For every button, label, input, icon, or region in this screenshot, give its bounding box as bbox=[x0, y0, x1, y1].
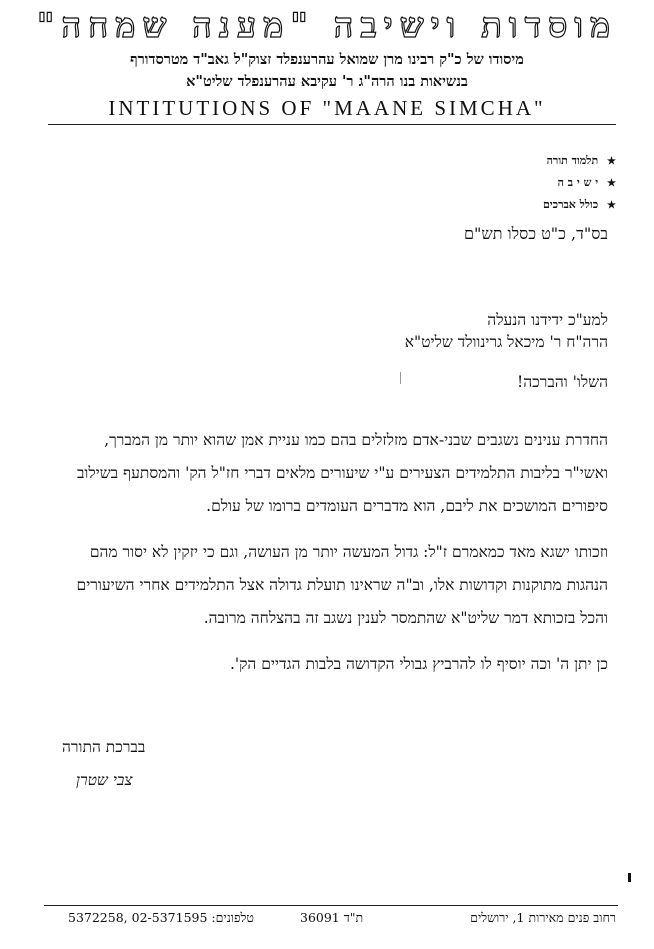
department-label: כולל אברכים bbox=[542, 198, 599, 211]
star-icon: ★ bbox=[607, 178, 616, 189]
footer-po-box: ת"ד 36091 bbox=[300, 910, 364, 925]
footer-phones-numbers: 02-5371595 ,5372258 bbox=[68, 910, 208, 925]
paragraph-1 bbox=[40, 424, 608, 523]
paragraph-3 bbox=[40, 648, 608, 681]
paragraph-line: סיפורים המושכים את ליבם, הוא מדברים העומדים ברומו של עולם. bbox=[206, 497, 608, 515]
letter-date: בס"ד, כ"ט כסלו תש"ם bbox=[464, 224, 608, 243]
paragraph-line: החדרת ענינים נשגבים שבני-אדם מזלזלים בהם כמו עניית אמן שהוא יותר מן המברך, bbox=[104, 431, 608, 449]
footer-phones bbox=[68, 910, 254, 926]
paragraph-line: כן יתן ה' וכה יוסיף לו להרביץ גבולי הקדושה בלבות הגדיים הק'. bbox=[229, 655, 608, 673]
letterhead-founder-line: מיסודו של כ"ק רבינו מרן שמואל עהרענפלד זצוק"ל גאב"ד מטרסדורף bbox=[130, 51, 524, 68]
greeting: השלו' והברכה! bbox=[517, 373, 608, 391]
star-icon: ★ bbox=[607, 200, 616, 211]
paragraph-line: הנהגות מתוקנות וקדושות אלו, וב"ה שראינו תועלת גדולה אצל התלמידים אחרי השיעורים bbox=[76, 576, 608, 594]
letterhead-presidency-line: בנשיאות בנו הרה"ג ר' עקיבא עהרענפלד שליט"א bbox=[186, 73, 468, 90]
recipient-line-1: למע"כ ידידנו הנעלה bbox=[487, 311, 608, 329]
department-label: תלמוד תורה bbox=[546, 154, 599, 167]
paragraph-line: והכל בזכותא דמר שליט"א שהתמסר לענין נשגב זה בהצלחה מרובה. bbox=[203, 609, 608, 627]
department-label: י ש י ב ה bbox=[557, 176, 599, 189]
signature: צבי שטרן bbox=[76, 771, 133, 789]
department-item bbox=[436, 194, 616, 216]
star-icon: ★ bbox=[607, 156, 616, 167]
scan-mark bbox=[628, 873, 631, 882]
footer-address: רחוב פנים מאירות 1, ירושלים bbox=[470, 910, 616, 925]
department-item bbox=[436, 172, 616, 194]
letterhead-divider bbox=[48, 124, 616, 125]
letterhead-title: מוסדות וישיבה "מענה שמחה" bbox=[36, 6, 618, 46]
departments-list bbox=[436, 150, 616, 216]
department-item bbox=[436, 150, 616, 172]
footer-divider bbox=[44, 905, 618, 906]
scan-mark bbox=[400, 372, 401, 384]
paragraph-2 bbox=[40, 536, 608, 635]
letterhead-english-title: INTITUTIONS OF "MAANE SIMCHA" bbox=[108, 96, 546, 120]
recipient-line-2: הרה"ח ר' מיכאל גרינוולד שליט"א bbox=[404, 333, 608, 351]
footer-phones-label: טלפונים: bbox=[211, 910, 254, 925]
closing: בברכת התורה bbox=[62, 738, 146, 756]
paragraph-line: וזכותו ישגא מאד כמאמרם ז"ל: גדול המעשה יותר מן העושה, וגם כי יזקין לא יסור מהם bbox=[89, 543, 608, 561]
paragraph-line: ואשי"ר בליבות התלמידים הצעירים ע"י שיעורים מלאים דברי חז"ל הק' והמסתעף בשילוב bbox=[76, 464, 608, 482]
